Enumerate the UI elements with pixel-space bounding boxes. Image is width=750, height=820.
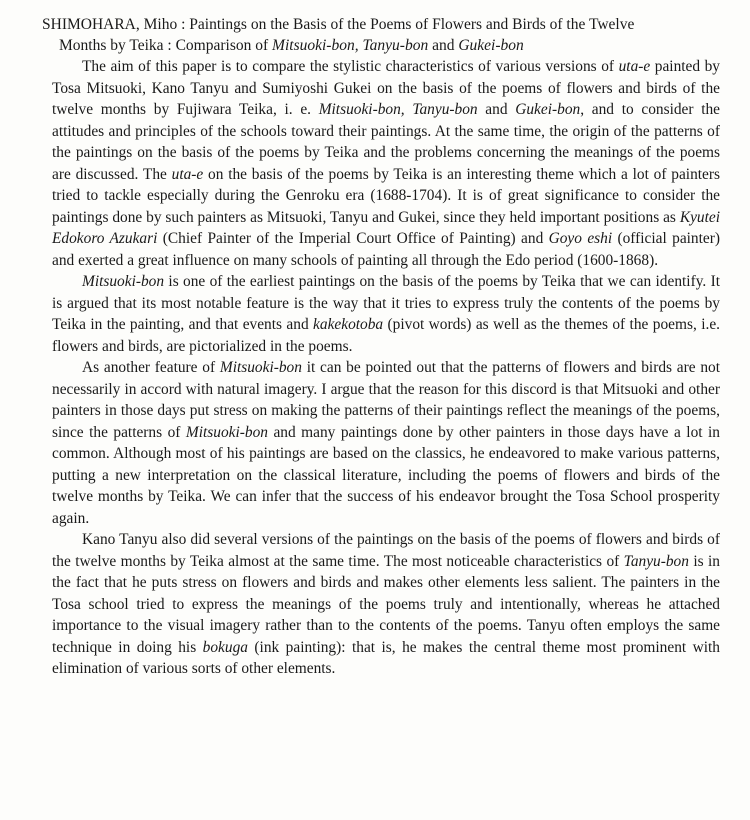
text-run: (official painter) and exerted a great influence on many schools of painting all through the Edo period (1600-1868). — [52, 230, 720, 269]
title-italic: Mitsuoki-bon, Tanyu-bon — [272, 37, 429, 54]
title-line-1: SHIMOHARA, Miho : Paintings on the Basis of the Poems of Flowers and Birds of the Twelve — [42, 16, 635, 33]
italic-term: Mitsuoki-bon — [82, 273, 165, 290]
text-run: As another feature of — [82, 359, 220, 376]
title-mid: and — [428, 37, 459, 54]
paper-title — [42, 14, 720, 56]
paragraph — [52, 56, 720, 271]
italic-term: Gukei-bon — [515, 101, 581, 118]
text-run: (Chief Painter of the Imperial Court Office of Painting) and — [157, 230, 549, 247]
title-prefix: Months by Teika : Comparison of — [59, 37, 273, 54]
text-run: it can be pointed out that the patterns of flowers and birds are not necessarily in accord with natural imagery. I argue that the reason for this discord is that Mitsuoki and other painters in those days put stress on making the patterns of their paintings reflect the meanings of the poems, since the patterns of — [52, 359, 721, 441]
text-run: on the basis of the poems by Teika is an interesting theme which a lot of painters tried to tackle especially during the Genroku era (1688-1704). It is of great significance to consider the paintings done by such painters as Mitsuoki, Tanyu and Gukei, since they held important positions as — [52, 165, 720, 226]
italic-term: Mitsuoki-bon — [185, 423, 268, 441]
text-run: The aim of this paper is to compare the stylistic characteristics of various versions of — [82, 58, 619, 75]
title-line-2 — [42, 35, 720, 56]
italic-term: Mitsuoki-bon — [219, 359, 302, 376]
italic-term: bokuga — [202, 638, 248, 656]
title-italic-2: Gukei-bon — [458, 37, 524, 54]
paragraph — [52, 357, 720, 529]
italic-term: Mitsuoki-bon, Tanyu-bon — [318, 101, 478, 118]
text-run: Kano Tanyu also did several versions of the paintings on the basis of the poems of flowers and birds of the twelve months by Teika almost at the same time. The most noticeable characteristics of — [52, 531, 720, 570]
italic-term: Kyutei Edokoro Azukari — [52, 208, 720, 247]
text-run: is one of the earliest paintings on the basis of the poems by Teika that we can identify. It is argued that its most notable feature is the way that it tries to express truly the contents of the poems by Teika in the painting, and that events and — [52, 273, 720, 333]
paragraph — [52, 271, 720, 357]
italic-term: kakekotoba — [313, 316, 384, 333]
text-run: painted by Tosa Mitsuoki, Kano Tanyu and Sumiyoshi Gukei on the basis of the poems of flowers and birds of the twelve months by Fujiwara Teika, i. e. — [52, 58, 721, 118]
text-run: and many paintings done by other painters in those days have a lot in common. Although most of his paintings are based on the classics, he endeavored to make various patterns, putting a new interpretation on the classical literature, including the poems of flowers and birds of the twelve months by Teika. We can infer that the success of his endeavor brought the Tosa School prosperity again. — [52, 423, 721, 527]
italic-term: uta-e — [618, 58, 651, 75]
text-run: is in the fact that he puts stress on flowers and birds and makes other elements less salient. The painters in the Tosa school tried to express the meanings of the poems truly and intentionally, whereas he attached importance to the visual imagery rather than to the contents of the poems. Tanyu often employs the same technique in doing his — [52, 552, 720, 656]
italic-term: Tanyu-bon — [623, 552, 689, 570]
italic-term: Goyo eshi — [548, 230, 613, 247]
text-run: (ink painting): that is, he makes the central theme most prominent with elimination of various sorts of other elements. — [52, 638, 720, 677]
text-run: and — [477, 101, 516, 118]
italic-term: uta-e — [171, 165, 204, 183]
text-run: , and to consider the attitudes and principles of the schools toward their paintings. At the same time, the origin of the patterns of the paintings on the basis of the poems by Teika and the problems concerning the meanings of the poems are discussed. The — [52, 101, 721, 183]
text-run: (pivot words) as well as the themes of the poems, i.e. flowers and birds, are pictorialized in the poems. — [52, 316, 720, 355]
paragraph — [52, 529, 720, 680]
body-text — [52, 56, 720, 680]
